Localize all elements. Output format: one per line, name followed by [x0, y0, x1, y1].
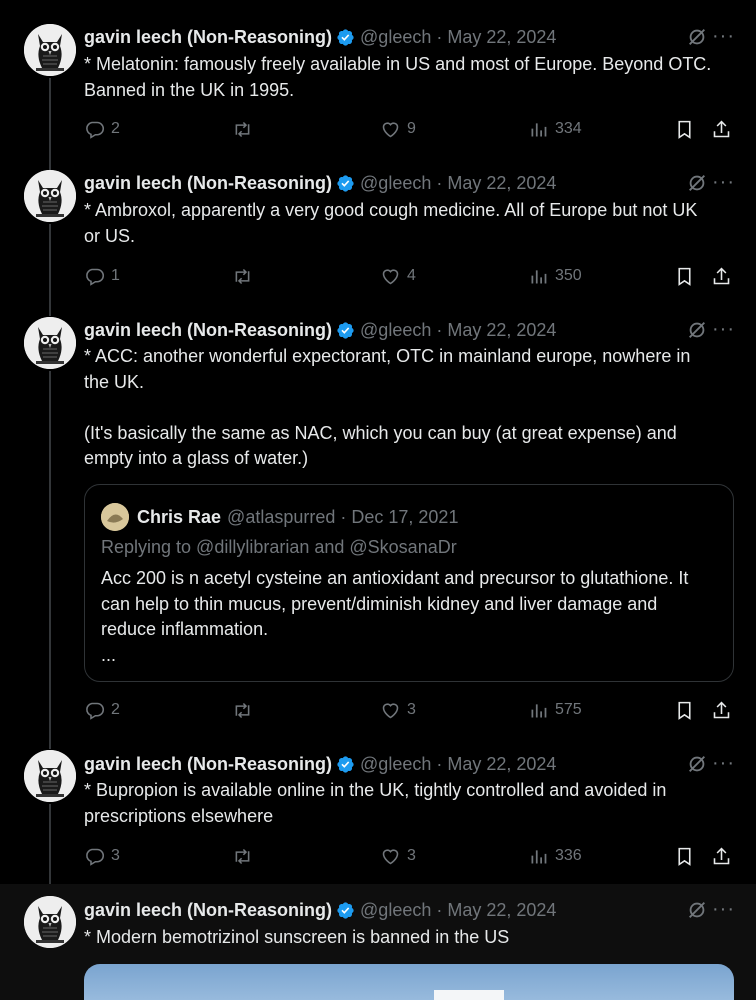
tweet-date[interactable]: May 22, 2024: [447, 172, 557, 193]
retweet-icon: [232, 119, 253, 140]
verified-badge-icon: [336, 28, 355, 47]
share-icon: [711, 700, 732, 721]
tweet-date[interactable]: May 22, 2024: [447, 753, 557, 774]
grok-icon[interactable]: [686, 172, 708, 194]
retweet-button[interactable]: [232, 698, 259, 722]
thread-line: [49, 78, 51, 170]
reply-count: 2: [111, 701, 120, 718]
bookmark-icon: [674, 119, 695, 140]
author-handle[interactable]: @gleech: [360, 753, 432, 774]
retweet-button[interactable]: [232, 264, 259, 288]
bookmark-icon: [674, 266, 695, 287]
thread-line: [49, 371, 51, 749]
avatar[interactable]: [24, 24, 76, 76]
separator: ·: [340, 506, 347, 527]
views-icon: [528, 700, 549, 721]
views-button[interactable]: [528, 698, 582, 722]
retweet-icon: [232, 700, 253, 721]
tweet-date[interactable]: May 22, 2024: [447, 319, 557, 340]
verified-badge-icon: [336, 901, 355, 920]
more-icon[interactable]: ···: [712, 898, 735, 920]
like-button[interactable]: [380, 698, 416, 722]
retweet-button[interactable]: [232, 844, 259, 868]
view-count: 575: [555, 701, 582, 718]
more-icon[interactable]: ···: [712, 318, 735, 340]
author-handle[interactable]: @gleech: [360, 172, 432, 193]
like-count: 3: [407, 847, 416, 864]
reply-count: 3: [111, 847, 120, 864]
author-name[interactable]: gavin leech (Non-Reasoning): [84, 172, 333, 193]
like-button[interactable]: [380, 264, 416, 288]
action-bar: [84, 117, 734, 141]
retweet-icon: [232, 846, 253, 867]
retweet-icon: [232, 266, 253, 287]
action-bar: [84, 698, 734, 722]
heart-icon: [380, 119, 401, 140]
author-name[interactable]: gavin leech (Non-Reasoning): [84, 753, 333, 774]
like-count: 3: [407, 701, 416, 718]
separator: ·: [436, 319, 443, 340]
share-button[interactable]: [711, 844, 738, 868]
tweet-text: * Modern bemotrizinol sunscreen is banned in the US: [84, 927, 510, 947]
tweet-header: [84, 25, 736, 49]
thread-line: [49, 224, 51, 316]
author-name[interactable]: gavin leech (Non-Reasoning): [84, 899, 333, 920]
quote-date[interactable]: Dec 17, 2021: [351, 506, 459, 527]
quote-header: [101, 503, 458, 531]
bookmark-button[interactable]: [674, 117, 701, 141]
views-button[interactable]: [528, 117, 582, 141]
grok-icon[interactable]: [686, 26, 708, 48]
avatar[interactable]: [24, 170, 76, 222]
share-icon: [711, 266, 732, 287]
like-count: 9: [407, 120, 416, 137]
media-detail: [434, 990, 504, 1000]
action-bar: [84, 264, 734, 288]
views-button[interactable]: [528, 264, 582, 288]
tweet-text: * Bupropion is available online in the UK, tightly controlled and avoided in prescriptions elsewhere: [84, 780, 667, 826]
reply-icon: [84, 846, 105, 867]
bookmark-icon: [674, 700, 695, 721]
grok-icon[interactable]: [686, 899, 708, 921]
tweet-date[interactable]: May 22, 2024: [447, 899, 557, 920]
view-count: 334: [555, 120, 582, 137]
quote-author-name[interactable]: Chris Rae: [137, 506, 222, 527]
views-button[interactable]: [528, 844, 582, 868]
heart-icon: [380, 846, 401, 867]
author-name[interactable]: gavin leech (Non-Reasoning): [84, 26, 333, 47]
share-icon: [711, 846, 732, 867]
tweet-media-image[interactable]: [84, 964, 734, 1000]
reply-button[interactable]: [84, 117, 120, 141]
reply-icon: [84, 266, 105, 287]
bookmark-icon: [674, 846, 695, 867]
retweet-button[interactable]: [232, 117, 259, 141]
tweet-header: [84, 898, 736, 922]
tweet-text: * ACC: another wonderful expectorant, OTC in mainland europe, nowhere in the UK. (It's basically the same as NAC, which you can buy (at great expense) and empty into a glass of water.): [84, 346, 691, 468]
author-handle[interactable]: @gleech: [360, 899, 432, 920]
reply-button[interactable]: [84, 264, 120, 288]
bookmark-button[interactable]: [674, 844, 701, 868]
thread-line: [49, 804, 51, 896]
reply-button[interactable]: [84, 844, 120, 868]
verified-badge-icon: [336, 755, 355, 774]
bookmark-button[interactable]: [674, 264, 701, 288]
grok-icon[interactable]: [686, 319, 708, 341]
tweet-header: [84, 752, 736, 776]
heart-icon: [380, 700, 401, 721]
quote-author-handle[interactable]: @atlaspurred: [227, 506, 336, 527]
view-count: 350: [555, 267, 582, 284]
verified-badge-icon: [336, 174, 355, 193]
reply-count: 2: [111, 120, 120, 137]
bookmark-button[interactable]: [674, 698, 701, 722]
more-icon[interactable]: ···: [712, 171, 735, 193]
quote-reply-line: Replying to @dillylibrarian and @SkosanaDr: [101, 537, 457, 557]
like-count: 4: [407, 267, 416, 284]
like-button[interactable]: [380, 117, 416, 141]
heart-icon: [380, 266, 401, 287]
reply-count: 1: [111, 267, 120, 284]
separator: ·: [436, 26, 443, 47]
grok-icon[interactable]: [686, 753, 708, 775]
author-name[interactable]: gavin leech (Non-Reasoning): [84, 319, 333, 340]
views-icon: [528, 119, 549, 140]
avatar[interactable]: [24, 750, 76, 802]
tweet-text: * Melatonin: famously freely available in US and most of Europe. Beyond OTC. Banned in the UK in 1995.: [84, 54, 712, 100]
tweet-header: [84, 318, 736, 342]
tweet-text: * Ambroxol, apparently a very good cough medicine. All of Europe but not UK or US.: [84, 200, 698, 246]
share-button[interactable]: [711, 117, 738, 141]
views-icon: [528, 266, 549, 287]
author-handle[interactable]: @gleech: [360, 319, 432, 340]
view-count: 336: [555, 847, 582, 864]
views-icon: [528, 846, 549, 867]
more-icon[interactable]: ···: [712, 25, 735, 47]
like-button[interactable]: [380, 844, 416, 868]
quote-text: Acc 200 is n acetyl cysteine an antioxidant and precursor to glutathione. It can help to thin mucus, prevent/diminish kidney and liver damage and reduce inflammation. ...: [101, 568, 689, 665]
share-button[interactable]: [711, 698, 738, 722]
quote-avatar[interactable]: [101, 503, 129, 531]
quoted-tweet[interactable]: [84, 484, 734, 682]
reply-icon: [84, 700, 105, 721]
separator: ·: [436, 899, 443, 920]
avatar[interactable]: [24, 896, 76, 948]
tweet-header: [84, 171, 736, 195]
more-icon[interactable]: ···: [712, 752, 735, 774]
separator: ·: [436, 172, 443, 193]
avatar[interactable]: [24, 317, 76, 369]
reply-icon: [84, 119, 105, 140]
separator: ·: [436, 753, 443, 774]
action-bar: [84, 844, 734, 868]
tweet-date[interactable]: May 22, 2024: [447, 26, 557, 47]
verified-badge-icon: [336, 321, 355, 340]
author-handle[interactable]: @gleech: [360, 26, 432, 47]
share-icon: [711, 119, 732, 140]
reply-button[interactable]: [84, 698, 120, 722]
share-button[interactable]: [711, 264, 738, 288]
